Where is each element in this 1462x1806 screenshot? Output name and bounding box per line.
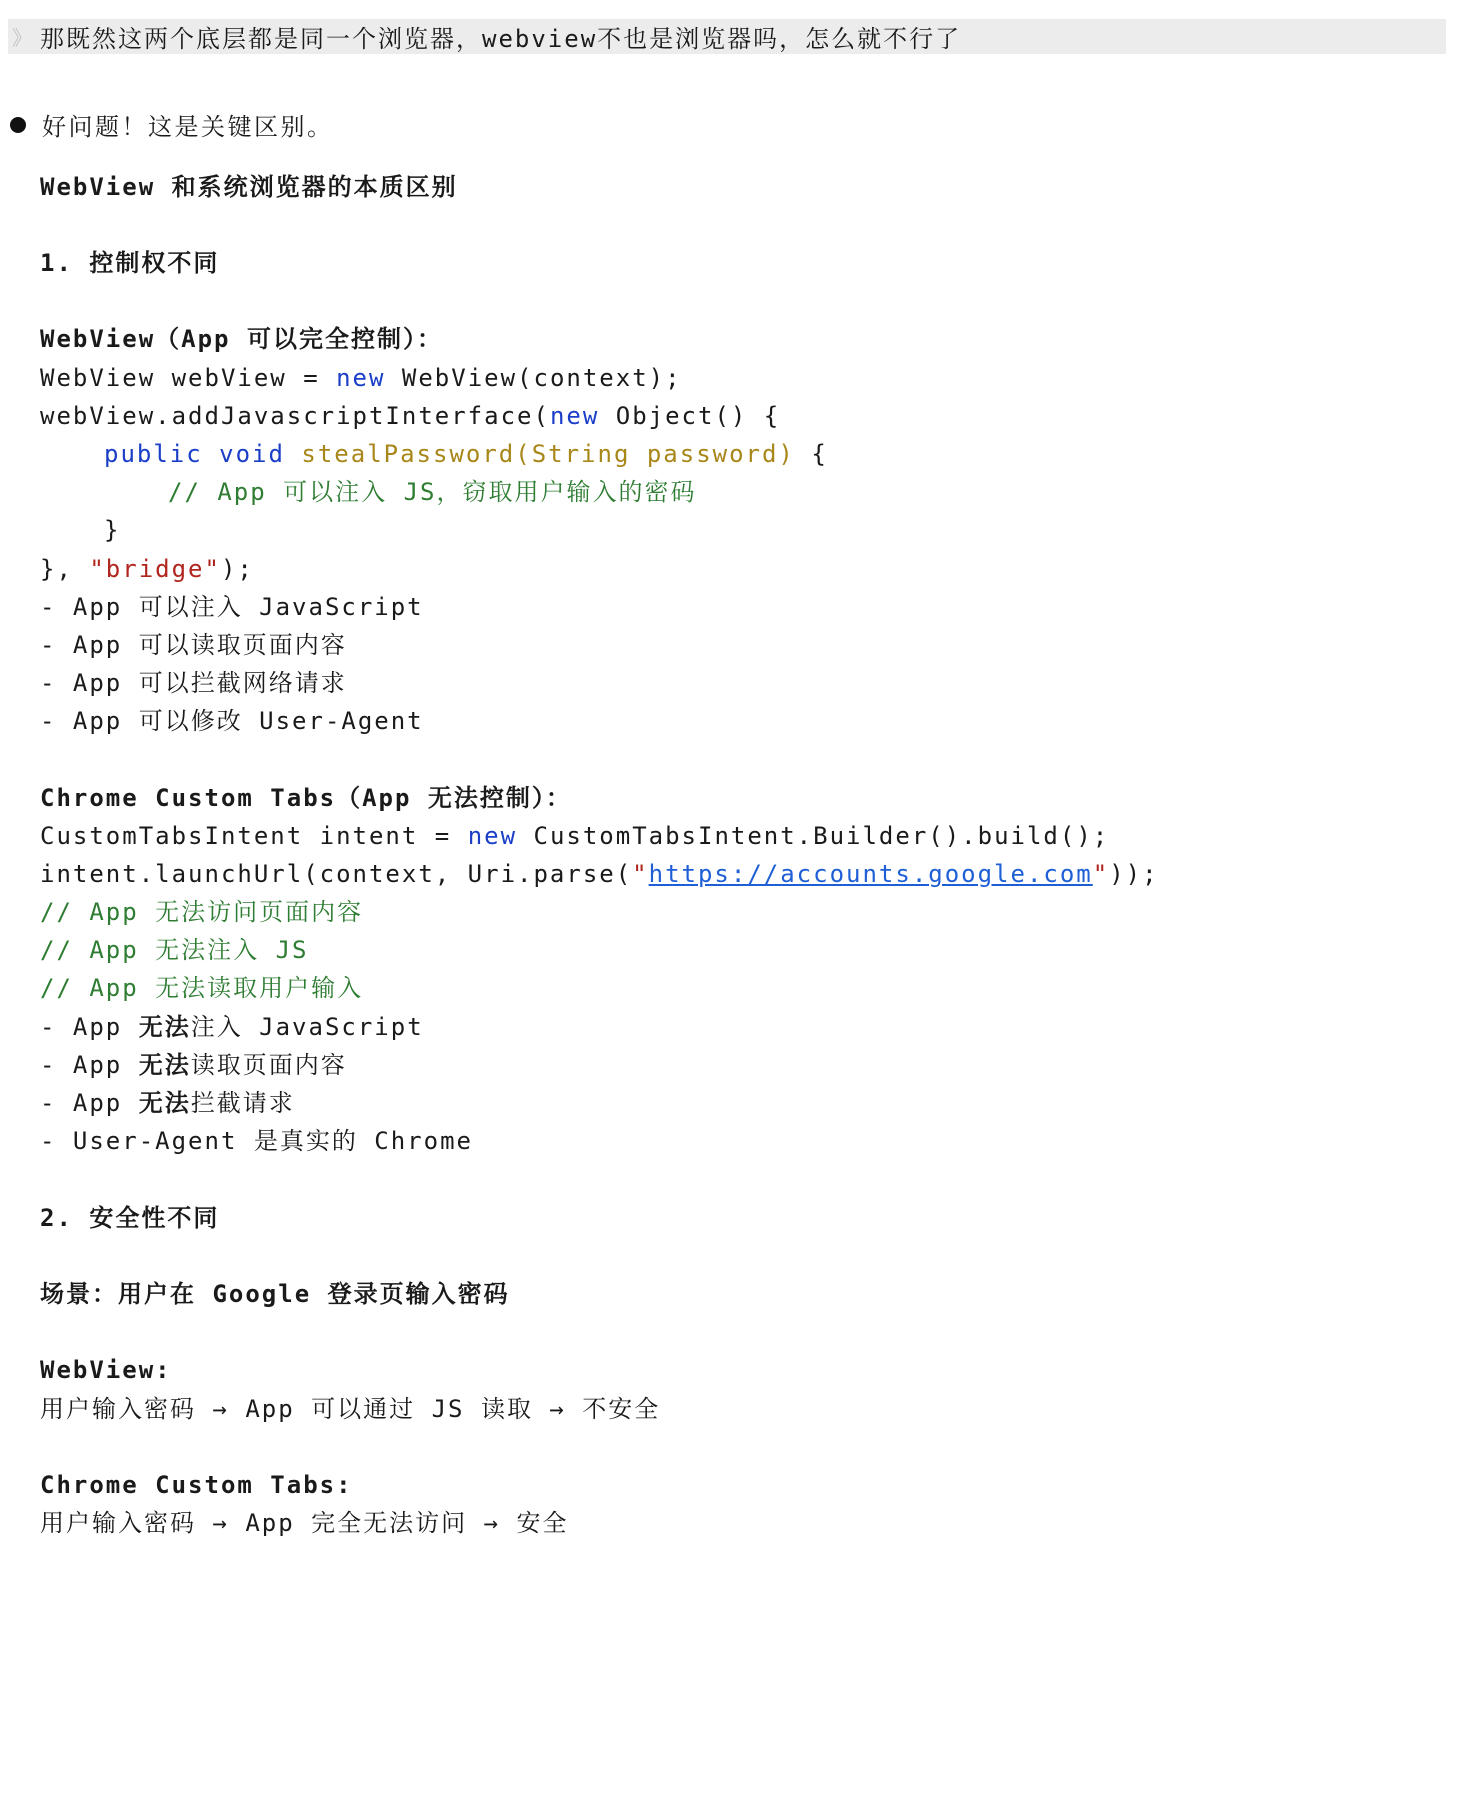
section-1-title: 1. 控制权不同 — [40, 249, 220, 277]
code-line: intent.launchUrl(context, Uri.parse("https://accounts.google.com")); — [40, 860, 1159, 888]
intro-text: 好问题！这是关键区别。 — [42, 113, 334, 141]
code-line: CustomTabsIntent intent = new CustomTabsIntent.Builder().build(); — [40, 822, 1110, 850]
list-item: - App 无法拦截请求 — [40, 1089, 295, 1117]
section-2-title: 2. 安全性不同 — [40, 1204, 220, 1232]
prompt-chevron-icon: 》 — [12, 26, 32, 50]
assistant-reply-intro — [10, 107, 334, 142]
cct-label: Chrome Custom Tabs: — [40, 1471, 353, 1499]
webview-flow: 用户输入密码 → App 可以通过 JS 读取 → 不安全 — [40, 1395, 661, 1423]
list-item: - App 可以拦截网络请求 — [40, 669, 347, 697]
google-accounts-link[interactable]: https://accounts.google.com — [648, 860, 1093, 888]
list-item: - App 无法读取页面内容 — [40, 1051, 347, 1079]
code-line: public void stealPassword(String password) { — [104, 440, 828, 468]
code-line: }, "bridge"); — [40, 555, 254, 583]
code-comment: // App 可以注入 JS，窃取用户输入的密码 — [168, 478, 697, 506]
list-item: - App 可以读取页面内容 — [40, 631, 347, 659]
code-line: WebView webView = new WebView(context); — [40, 364, 682, 392]
list-item: - App 可以注入 JavaScript — [40, 593, 424, 621]
list-item: - User-Agent 是真实的 Chrome — [40, 1127, 473, 1155]
code-line: webView.addJavascriptInterface(new Object() { — [40, 402, 781, 430]
webview-label: WebView（App 可以完全控制）： — [40, 325, 443, 353]
user-prompt — [8, 19, 1446, 54]
list-item: - App 无法注入 JavaScript — [40, 1013, 424, 1041]
code-line: } — [104, 516, 121, 544]
cct-flow: 用户输入密码 → App 完全无法访问 → 安全 — [40, 1509, 569, 1537]
prompt-text: 那既然这两个底层都是同一个浏览器，webview不也是浏览器吗，怎么就不行了 — [40, 25, 962, 53]
code-comment: // App 无法读取用户输入 — [40, 974, 364, 1002]
bullet-dot-icon — [10, 117, 26, 133]
cct-label: Chrome Custom Tabs（App 无法控制）： — [40, 784, 572, 812]
code-comment: // App 无法访问页面内容 — [40, 898, 364, 926]
scenario-text: 场景：用户在 Google 登录页输入密码 — [40, 1280, 510, 1308]
webview-label: WebView: — [40, 1356, 172, 1384]
list-item: - App 可以修改 User-Agent — [40, 707, 424, 735]
code-comment: // App 无法注入 JS — [40, 936, 309, 964]
reply-heading: WebView 和系统浏览器的本质区别 — [40, 173, 458, 201]
